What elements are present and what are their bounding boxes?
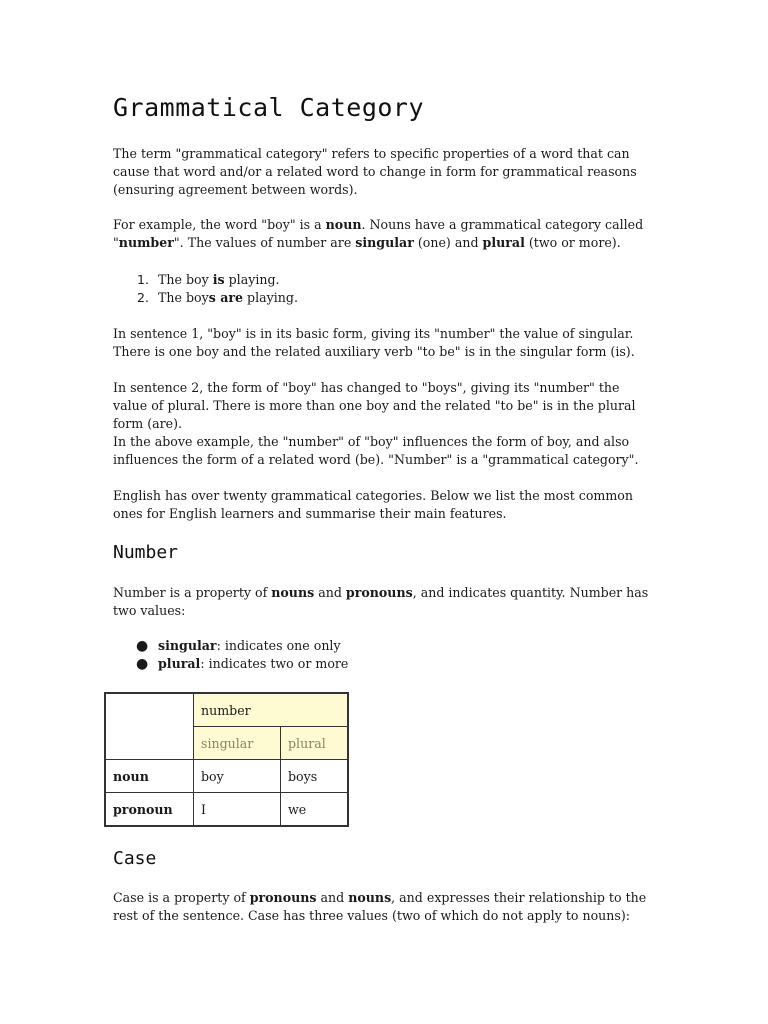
table-header-number: number xyxy=(194,693,349,727)
case-paragraph: Case is a property of pronouns and nouns, and expresses their relationship to the rest of the sentence. Case has three values (two of which do not apply to nouns): xyxy=(113,890,647,923)
list-item: ● singular: indicates one only xyxy=(136,638,341,654)
list-item: ● plural: indicates two or more xyxy=(136,656,349,672)
table-row-label: pronoun xyxy=(105,793,194,827)
number-heading: Number xyxy=(113,542,179,563)
table-row-label: noun xyxy=(105,760,194,793)
table-row xyxy=(105,793,348,827)
bullet-icon: ● xyxy=(136,638,149,654)
bullet-icon: ● xyxy=(136,656,149,672)
list-item: 2. The boys are playing. xyxy=(137,290,298,305)
intro-paragraph-2: For example, the word "boy" is a noun. Nouns have a grammatical category called "number". The values of number are singular (one) and plural (two or more). xyxy=(113,217,644,250)
table-row xyxy=(105,693,348,727)
table-corner-cell xyxy=(105,693,194,760)
table-cell: we xyxy=(281,793,349,827)
intro-paragraph-6: English has over twenty grammatical categories. Below we list the most common ones for English learners and summarise their main features. xyxy=(113,488,634,521)
case-heading: Case xyxy=(113,848,157,869)
table-row xyxy=(105,760,348,793)
table-header-singular: singular xyxy=(194,727,281,760)
intro-paragraph-5: In the above example, the "number" of "boy" influences the form of boy, and also influences the form of a related word (be). "Number" is a "grammatical category". xyxy=(113,434,639,467)
number-values-list xyxy=(113,637,348,673)
intro-paragraph-4: In sentence 2, the form of "boy" has changed to "boys", giving its "number" the value of plural. There is more than one boy and the related "to be" is in the plural form (are). xyxy=(113,380,636,431)
number-table xyxy=(104,692,349,827)
list-item: 1. The boy is playing. xyxy=(137,272,280,287)
page-title: Grammatical Category xyxy=(113,93,425,122)
intro-paragraph-1: The term "grammatical category" refers to specific properties of a word that can cause that word and/or a related word to change in form for grammatical reasons (ensuring agreement between words). xyxy=(113,146,637,197)
table-header-plural: plural xyxy=(281,727,349,760)
number-paragraph: Number is a property of nouns and pronouns, and indicates quantity. Number has two values: xyxy=(113,585,649,618)
table-cell: boys xyxy=(281,760,349,793)
intro-paragraph-3: In sentence 1, "boy" is in its basic form, giving its "number" the value of singular. There is one boy and the related auxiliary verb "to be" is in the singular form (is). xyxy=(113,326,635,359)
table-cell: boy xyxy=(194,760,281,793)
table-cell: I xyxy=(194,793,281,827)
example-list xyxy=(113,271,298,307)
